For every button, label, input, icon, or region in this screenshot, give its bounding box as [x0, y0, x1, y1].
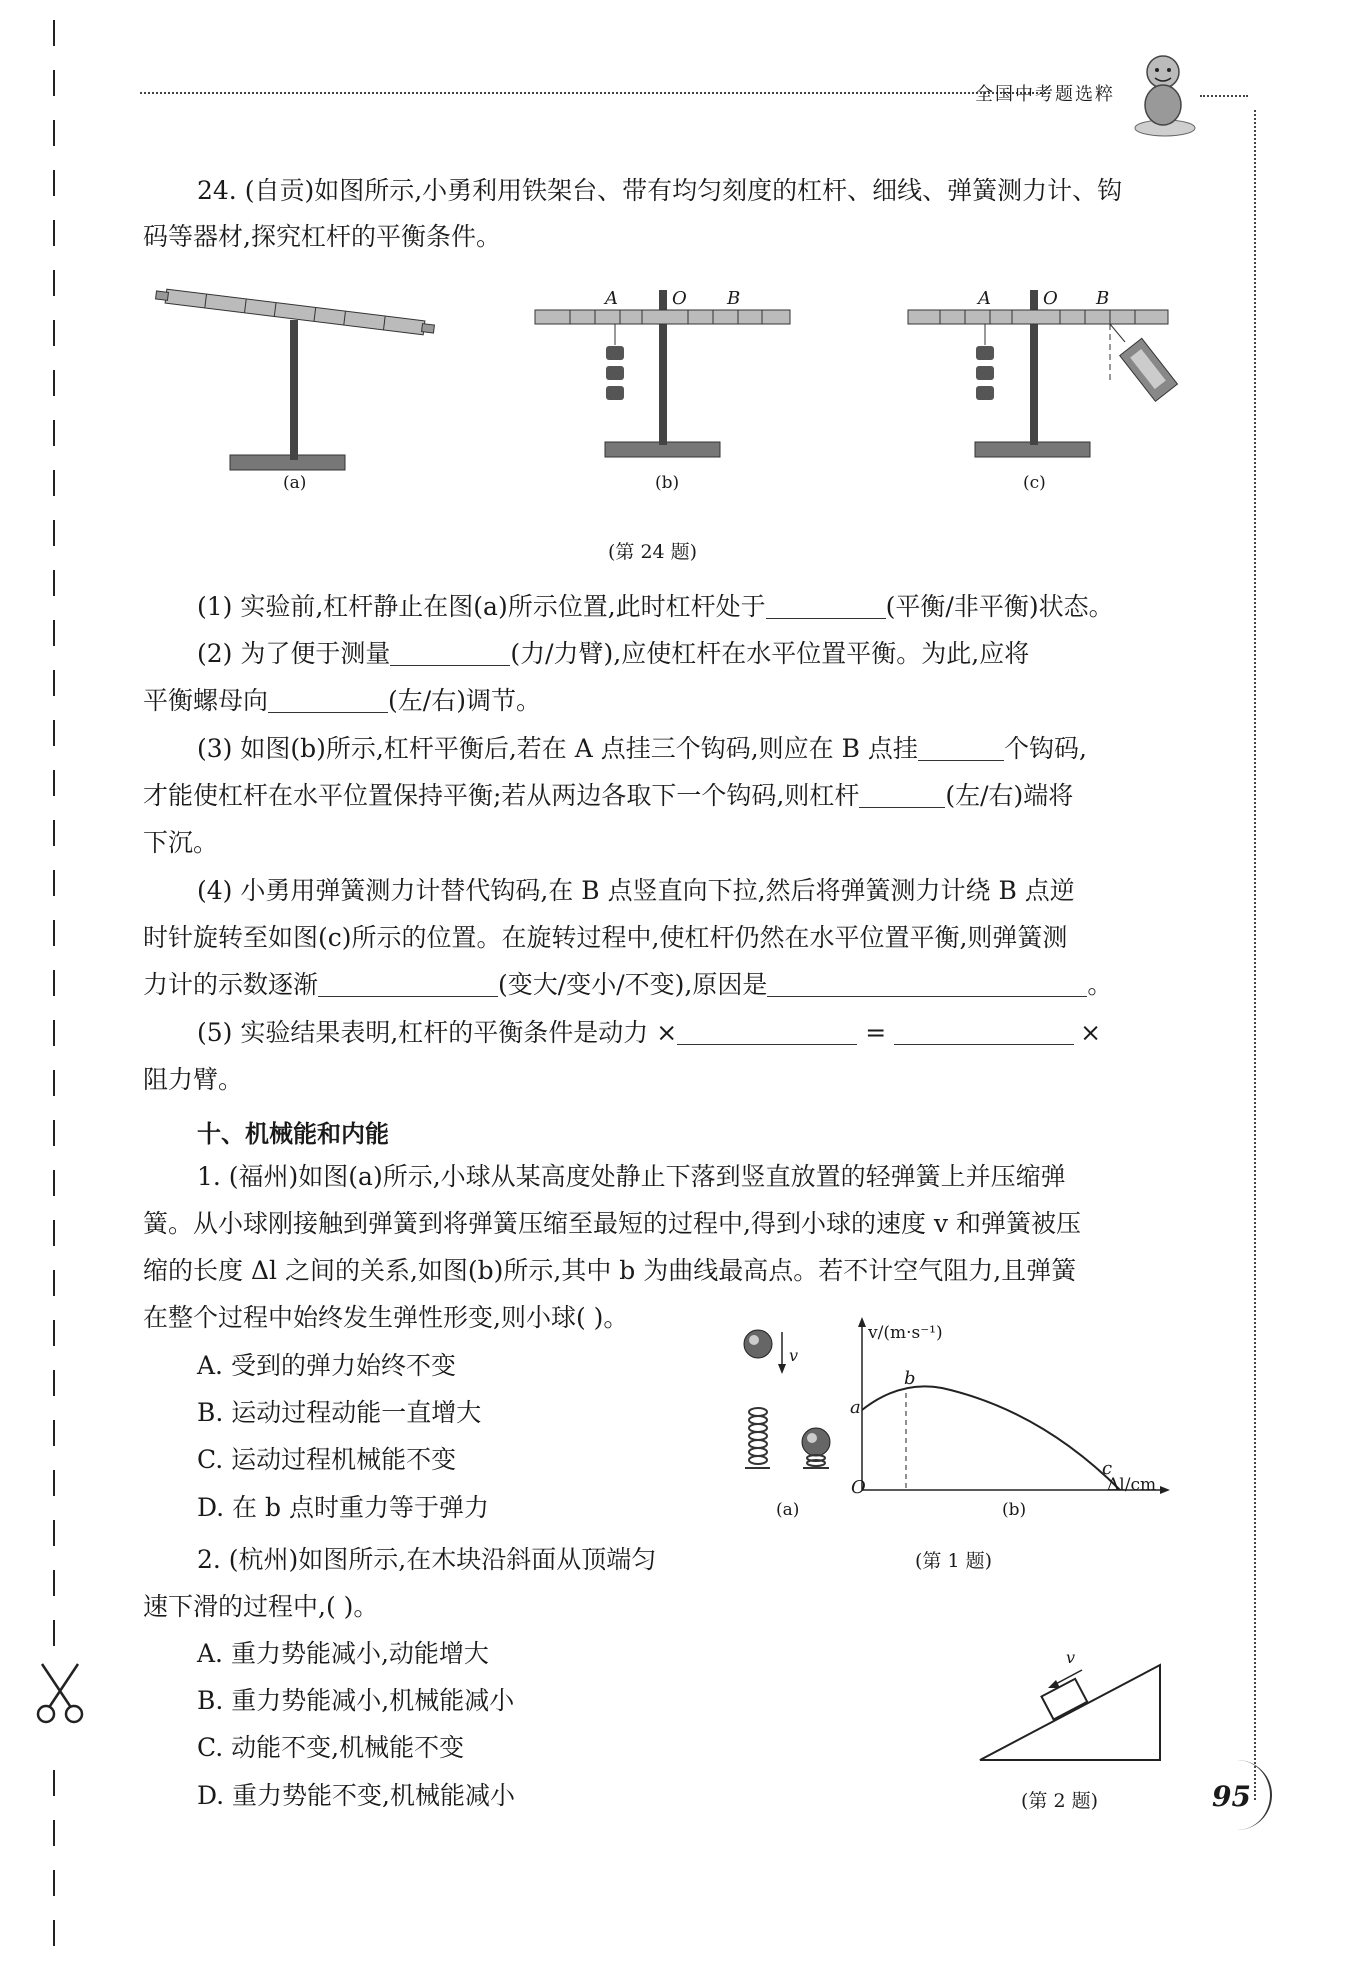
cut-line-dash [53, 570, 55, 596]
cut-line-dash [53, 1920, 55, 1946]
cut-line-dash [53, 1170, 55, 1196]
answer-blank[interactable] [677, 1018, 857, 1045]
q24-stem-line2: 码等器材,探究杠杆的平衡条件。 [143, 222, 501, 251]
q24-part2: (2) 为了便于测量 (力/力臂),应使杠杆在水平位置平衡。为此,应将 [197, 639, 1030, 668]
header-title: 全国中考题选粹 [975, 84, 1115, 105]
label-O: O [672, 288, 687, 309]
q2-option-d[interactable]: D. 重力势能不变,机械能减小 [197, 1781, 515, 1810]
cut-line-dash [53, 870, 55, 896]
q2-option-a[interactable]: A. 重力势能减小,动能增大 [197, 1639, 489, 1668]
point-c-label: c [1102, 1458, 1113, 1479]
cut-line-dash [53, 1320, 55, 1346]
point-b-label: b [904, 1368, 916, 1389]
cut-line-dash [53, 170, 55, 196]
q2-incline-figure [970, 1650, 1175, 1770]
cut-line-dash [53, 520, 55, 546]
q2-option-b[interactable]: B. 重力势能减小,机械能减小 [197, 1686, 515, 1715]
cut-line-dash [53, 970, 55, 996]
scissors-icon [30, 1660, 90, 1730]
q1-figure-caption: (第 1 题) [915, 1550, 992, 1572]
cut-line-dash [53, 1520, 55, 1546]
label-B: B [727, 288, 741, 309]
lever-figure-a [155, 288, 435, 470]
q24-stem-line1: 24. (自贡)如图所示,小勇利用铁架台、带有均匀刻度的杠杆、细线、弹簧测力计、钩 [197, 176, 1123, 205]
q1-option-b[interactable]: B. 运动过程动能一直增大 [197, 1398, 482, 1427]
q1-sub-caption-a: (a) [776, 1500, 800, 1520]
q24-lever-figures [150, 280, 1200, 500]
label-B: B [1096, 288, 1110, 309]
origin-label: O [851, 1477, 866, 1498]
answer-blank[interactable] [859, 781, 945, 808]
cut-line-dash [53, 1820, 55, 1846]
cut-line-dash [53, 1120, 55, 1146]
velocity-label: v [1066, 1648, 1076, 1667]
answer-blank[interactable] [894, 1018, 1074, 1045]
answer-blank[interactable] [318, 970, 498, 997]
cut-line-dash [53, 1870, 55, 1896]
label-O: O [1043, 288, 1058, 309]
sub-caption-c: (c) [1023, 473, 1046, 493]
cut-line-dash [53, 1470, 55, 1496]
q24-part3-line2: 才能使杠杆在水平位置保持平衡;若从两边各取下一个钩码,则杠杆 (左/右)端将 [143, 781, 1074, 810]
q24-part5-line2: 阻力臂。 [143, 1065, 244, 1094]
lever-figure-c [908, 290, 1177, 457]
cut-line-dash [53, 620, 55, 646]
cut-line-dash [53, 220, 55, 246]
y-axis-label: v/(m·s⁻¹) [868, 1323, 943, 1343]
cut-line-dash [53, 920, 55, 946]
q2-line2: 速下滑的过程中,( )。 [143, 1592, 379, 1621]
lever-figure-b [535, 290, 790, 457]
q1-line2: 簧。从小球刚接触到弹簧到将弹簧压缩至最短的过程中,得到小球的速度 v 和弹簧被压 [143, 1209, 1081, 1238]
cut-line-dash [53, 1020, 55, 1046]
answer-blank[interactable] [767, 970, 1087, 997]
q24-part2-line2: 平衡螺母向 (左/右)调节。 [143, 686, 541, 715]
cut-line-dash [53, 370, 55, 396]
cut-line-dash [53, 1770, 55, 1796]
q24-figure-caption: (第 24 题) [608, 541, 698, 563]
cut-line-dash [53, 1570, 55, 1596]
q1-option-d[interactable]: D. 在 b 点时重力等于弹力 [197, 1493, 489, 1522]
cut-line-dash [53, 820, 55, 846]
label-A: A [605, 288, 618, 309]
q1-line3: 缩的长度 Δl 之间的关系,如图(b)所示,其中 b 为曲线最高点。若不计空气阻力,且弹簧 [143, 1256, 1077, 1285]
header-rule-right [1200, 95, 1248, 97]
q24-part5: (5) 实验结果表明,杠杆的平衡条件是动力 × = × [197, 1018, 1102, 1047]
answer-blank[interactable] [268, 686, 388, 713]
header-rule [140, 92, 1050, 94]
section-title: 十、机械能和内能 [197, 1120, 389, 1148]
page-number: 95 [1212, 1780, 1251, 1813]
cut-line-dash [53, 420, 55, 446]
q24-part4-line3: 力计的示数逐渐 (变大/变小/不变),原因是 。 [143, 970, 1113, 999]
point-a-label: a [850, 1397, 861, 1418]
q1-option-c[interactable]: C. 运动过程机械能不变 [197, 1445, 457, 1474]
cut-line-dash [53, 1620, 55, 1646]
q24-part1: (1) 实验前,杠杆静止在图(a)所示位置,此时杠杆处于 (平衡/非平衡)状态。 [197, 592, 1114, 621]
cut-line-dash [53, 1370, 55, 1396]
cut-line-dash [53, 1070, 55, 1096]
sub-caption-a: (a) [283, 473, 307, 493]
q24-part3-line3: 下沉。 [143, 828, 219, 857]
q2-figure-caption: (第 2 题) [1021, 1790, 1098, 1812]
cut-line-dash [53, 1270, 55, 1296]
cut-line-dash [53, 120, 55, 146]
cut-line-dash [53, 320, 55, 346]
answer-blank[interactable] [918, 734, 1004, 761]
velocity-label: v [789, 1346, 799, 1365]
cut-line-dash [53, 670, 55, 696]
q1-line1: 1. (福州)如图(a)所示,小球从某高度处静止下落到竖直放置的轻弹簧上并压缩弹 [197, 1162, 1066, 1191]
page-border-right [1254, 110, 1256, 1800]
answer-blank[interactable] [766, 592, 886, 619]
cut-line-dash [53, 720, 55, 746]
cut-line-dash [53, 70, 55, 96]
q2-option-c[interactable]: C. 动能不变,机械能不变 [197, 1733, 465, 1762]
q24-part4-line1: (4) 小勇用弹簧测力计替代钩码,在 B 点竖直向下拉,然后将弹簧测力计绕 B 点逆 [197, 876, 1075, 905]
q1-line4: 在整个过程中始终发生弹性形变,则小球( )。 [143, 1303, 629, 1332]
cut-line-dash [53, 1420, 55, 1446]
cut-line-dash [53, 770, 55, 796]
q24-part3: (3) 如图(b)所示,杠杆平衡后,若在 A 点挂三个钩码,则应在 B 点挂 个钩码, [197, 734, 1087, 763]
cut-line-dash [53, 470, 55, 496]
cut-line-dash [53, 20, 55, 46]
q24-part4-line2: 时针旋转至如图(c)所示的位置。在旋转过程中,使杠杆仍然在水平位置平衡,则弹簧测 [143, 923, 1068, 952]
q1-sub-caption-b: (b) [1002, 1500, 1027, 1520]
cut-line-dash [53, 270, 55, 296]
q1-option-a[interactable]: A. 受到的弹力始终不变 [197, 1351, 456, 1380]
mascot-icon [1125, 50, 1205, 140]
sub-caption-b: (b) [655, 473, 680, 493]
q2-line1: 2. (杭州)如图所示,在木块沿斜面从顶端匀 [197, 1545, 657, 1574]
label-A: A [978, 288, 991, 309]
answer-blank[interactable] [390, 639, 510, 666]
cut-line-dash [53, 1220, 55, 1246]
x-axis-label: Δl/cm [1107, 1475, 1157, 1495]
